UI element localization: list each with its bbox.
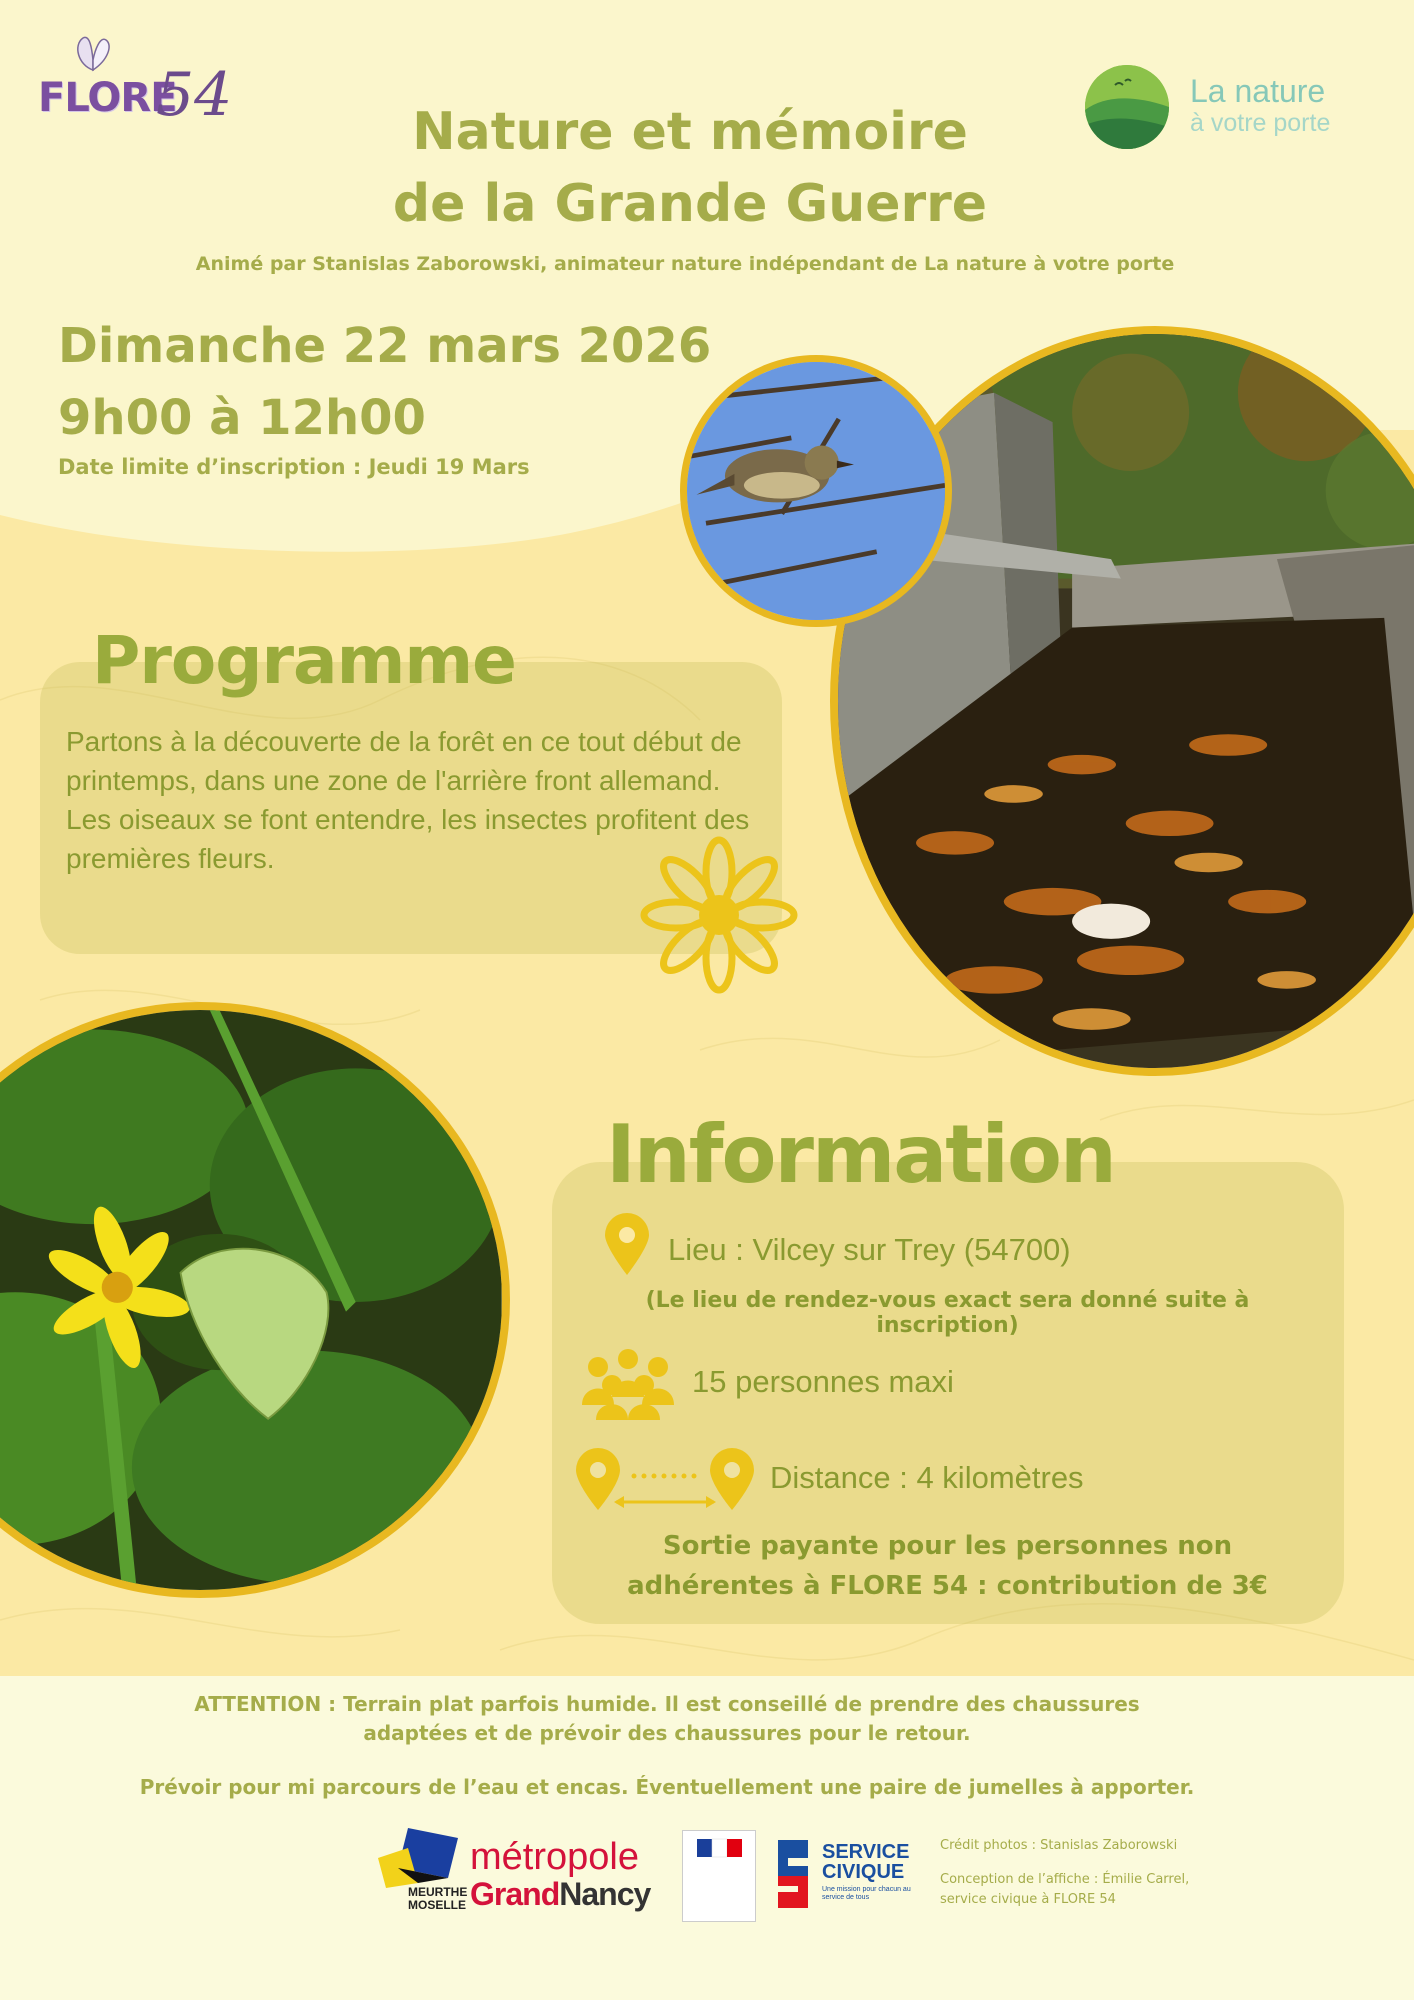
capacity-text: 15 personnes maxi bbox=[692, 1364, 954, 1399]
meurthe-moselle-logo bbox=[378, 1828, 468, 1924]
programme-heading: Programme bbox=[92, 622, 516, 699]
price-line1: Sortie payante pour les personnes non bbox=[662, 1531, 1233, 1561]
distance-text: Distance : 4 kilomètres bbox=[770, 1460, 1084, 1495]
attention-line2: adaptées et de prévoir des chaussures pour le retour. bbox=[363, 1721, 971, 1745]
flore-logo-text: FLORE bbox=[38, 75, 177, 121]
flore-logo-number: 54 bbox=[156, 60, 233, 130]
event-time: 9h00 à 12h00 bbox=[58, 390, 426, 446]
bring-note: Prévoir pour mi parcours de l’eau et encas. Éventuellement une paire de jumelles à apporter. bbox=[139, 1775, 1195, 1799]
flower-icon bbox=[636, 832, 802, 998]
service-civique-tagline: Une mission pour chacun au service de tous bbox=[822, 1886, 911, 1901]
location-note: (Le lieu de rendez-vous exact sera donné suite à inscription) bbox=[645, 1288, 1250, 1338]
distance-icon bbox=[576, 1448, 758, 1518]
service-civique-logo bbox=[768, 1836, 928, 1916]
price-note bbox=[580, 1526, 1315, 1606]
people-icon bbox=[576, 1345, 680, 1420]
metropole-line2: GrandNancy bbox=[470, 1876, 651, 1912]
nature-porte-logo bbox=[1085, 65, 1385, 155]
moselle-logo-text: MEURTHE MOSELLE bbox=[408, 1885, 468, 1912]
photo-credit: Crédit photos : Stanislas Zaborowski bbox=[940, 1838, 1178, 1853]
bird-photo bbox=[680, 355, 952, 627]
flore54-logo bbox=[38, 30, 258, 150]
location-text: Lieu : Vilcey sur Trey (54700) bbox=[668, 1232, 1071, 1267]
information-heading: Information bbox=[606, 1108, 1115, 1201]
nature-logo-line2: à votre porte bbox=[1190, 109, 1331, 137]
map-pin-icon bbox=[605, 1213, 649, 1275]
page-title bbox=[300, 96, 1080, 240]
metropole-line1: métropole bbox=[470, 1836, 639, 1878]
hill-icon bbox=[1085, 65, 1169, 149]
subtitle: Animé par Stanislas Zaborowski, animateur nature indépendant de La nature à votre porte bbox=[195, 253, 1175, 275]
event-date: Dimanche 22 mars 2026 bbox=[58, 318, 712, 374]
programme-text: Partons à la découverte de la forêt en ce tout début de printemps, dans une zone de l'arrière front allemand. Les oiseaux se font entendre, les insectes profitent des premières fleurs. bbox=[66, 726, 750, 874]
nature-logo-line1: La nature bbox=[1190, 73, 1326, 109]
title-line2: de la Grande Guerre bbox=[392, 174, 988, 234]
metropole-grand-nancy-logo bbox=[470, 1838, 650, 1912]
attention-line1: ATTENTION : Terrain plat parfois humide. Il est conseillé de prendre des chaussures bbox=[194, 1692, 1140, 1716]
service-civique-text: SERVICE CIVIQUE bbox=[822, 1841, 910, 1883]
republique-francaise-logo bbox=[682, 1830, 756, 1922]
title-line1: Nature et mémoire bbox=[412, 102, 968, 162]
butterfly-icon bbox=[68, 30, 118, 80]
attention-note bbox=[150, 1690, 1184, 1748]
registration-deadline: Date limite d’inscription : Jeudi 19 Mars bbox=[58, 455, 530, 479]
price-line2: adhérentes à FLORE 54 : contribution de 3€ bbox=[627, 1571, 1268, 1601]
design-credit: Conception de l’affiche : Émilie Carrel, service civique à FLORE 54 bbox=[940, 1872, 1190, 1907]
